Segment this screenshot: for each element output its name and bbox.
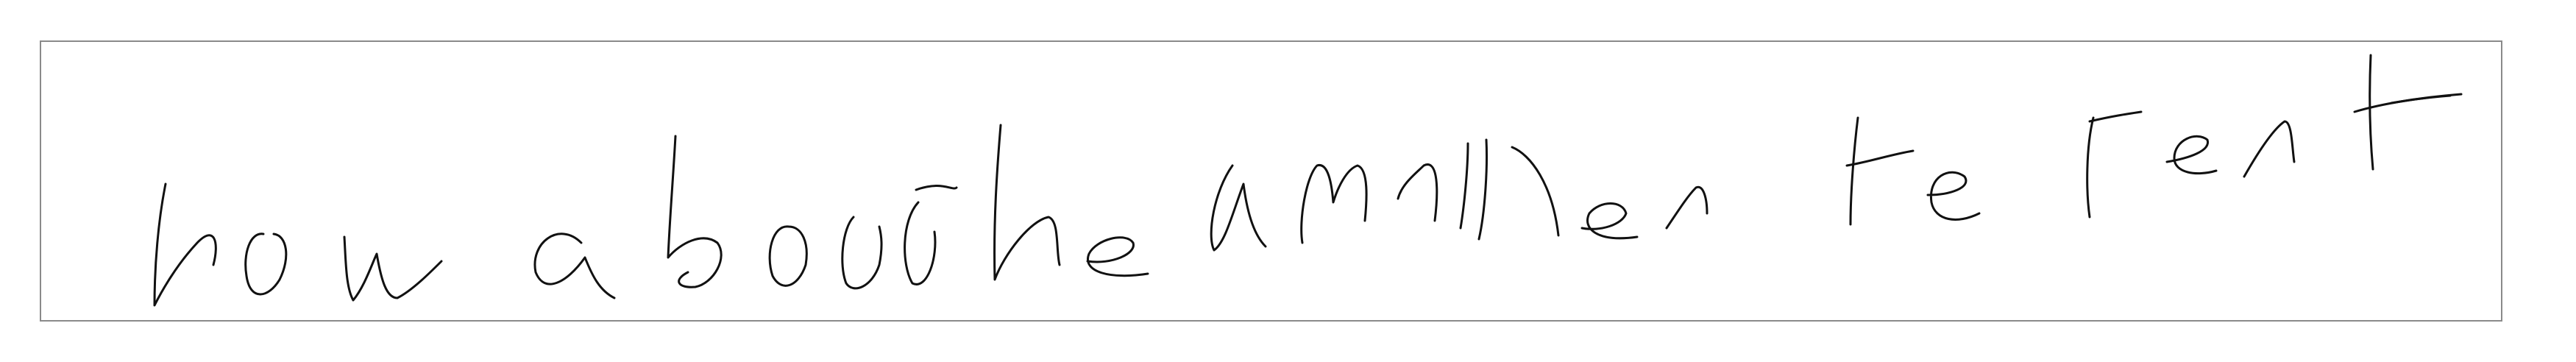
handwritten-word-how — [155, 184, 441, 305]
handwritten-word-te — [1847, 118, 1979, 224]
handwritten-word-the — [905, 125, 1148, 284]
handwritten-word-abou — [535, 136, 881, 298]
handwritten-word-amilien — [1211, 140, 1707, 250]
handwritten-word-rent — [2087, 55, 2461, 217]
